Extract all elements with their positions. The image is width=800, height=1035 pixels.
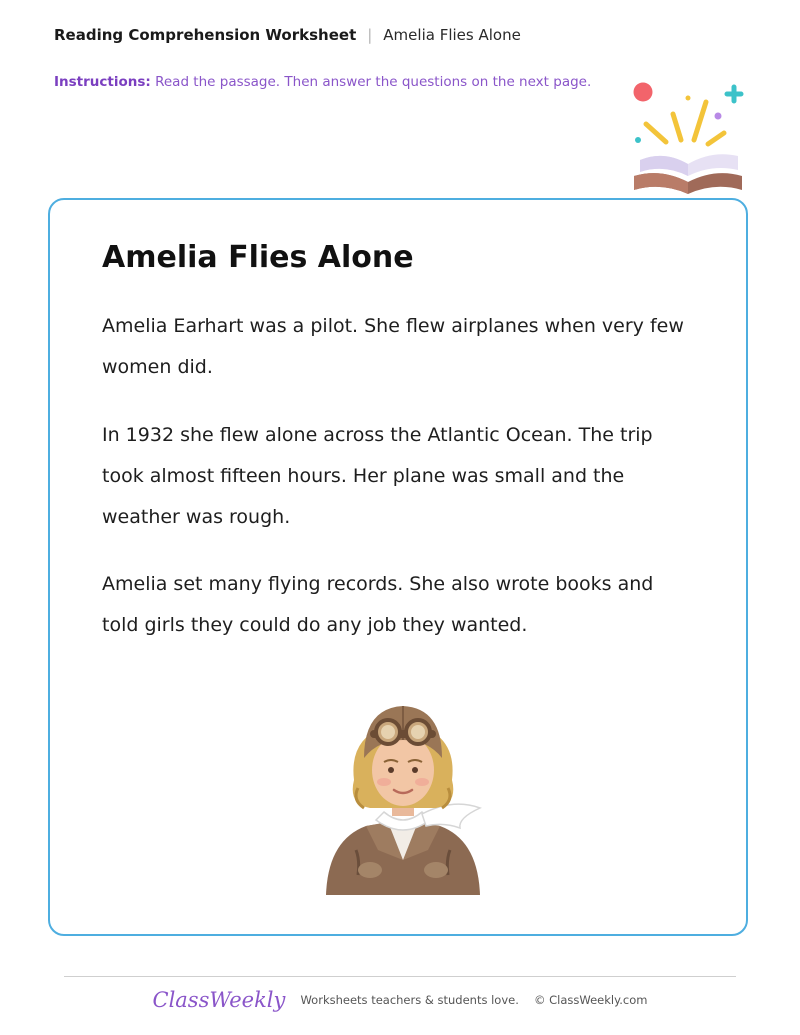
instructions-label: Instructions: — [54, 74, 151, 90]
footer — [0, 988, 800, 1012]
footer-divider — [64, 976, 736, 977]
aviator-portrait — [318, 700, 488, 895]
passage-paragraph: Amelia set many flying records. She also wrote books and told girls they could do any job they wanted. — [102, 573, 654, 636]
footer-copyright: © ClassWeekly.com — [533, 993, 648, 1007]
worksheet-header — [54, 26, 521, 44]
instructions — [54, 74, 591, 90]
passage-title: Amelia Flies Alone — [102, 240, 414, 275]
open-book-sparkles-icon — [626, 78, 750, 198]
footer-tagline: Worksheets teachers & students love. — [300, 993, 519, 1007]
header-separator: | — [367, 26, 373, 44]
worksheet-title: Reading Comprehension Worksheet — [54, 26, 357, 44]
instructions-text: Read the passage. Then answer the questions on the next page. — [155, 74, 592, 90]
worksheet-subtitle: Amelia Flies Alone — [383, 26, 521, 44]
brand-logo: ClassWeekly — [152, 988, 286, 1012]
passage-paragraph: Amelia Earhart was a pilot. She flew airplanes when very few women did. — [102, 315, 684, 378]
passage-paragraph: In 1932 she flew alone across the Atlantic Ocean. The trip took almost fifteen hours. Her plane was small and the weather was rough. — [102, 424, 653, 528]
